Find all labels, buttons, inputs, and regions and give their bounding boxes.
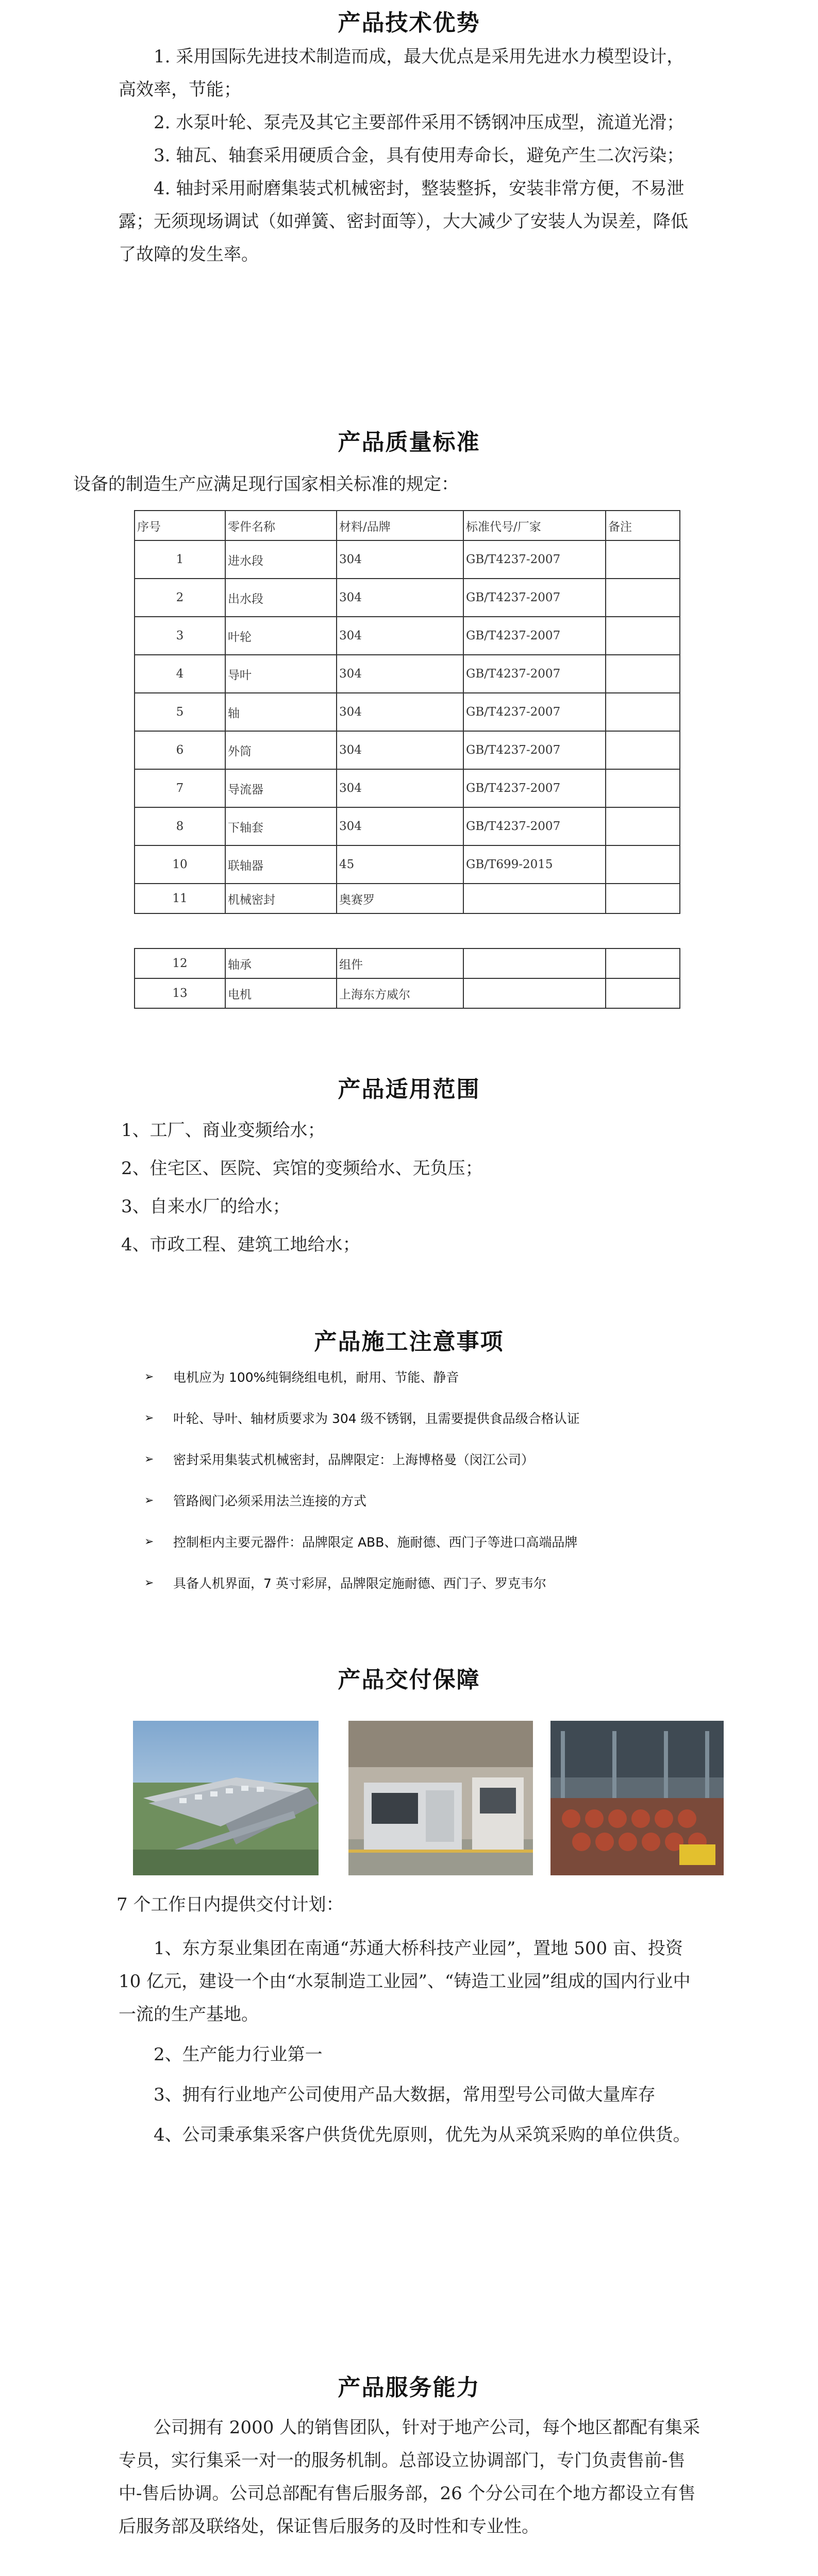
table-cell: 轴 — [225, 693, 337, 731]
arrow-bullet-icon: ➢ — [144, 1535, 154, 1548]
table-cell: 304 — [337, 693, 463, 731]
note-text: 控制柜内主要元器件：品牌限定 ABB、施耐德、西门子等进口高端品牌 — [173, 1535, 578, 1550]
table-cell: 轴承 — [225, 948, 337, 978]
delivery-item: 3、拥有行业地产公司使用产品大数据，常用型号公司做大量库存 — [154, 2084, 656, 2105]
table-cell: 13 — [135, 978, 225, 1008]
table-cell: 11 — [135, 884, 225, 913]
table-cell — [606, 693, 680, 731]
table-cell: 304 — [337, 807, 463, 845]
scope-item: 2、住宅区、医院、宾馆的变频给水、无负压； — [121, 1158, 483, 1179]
header-cell: 序号 — [135, 511, 225, 540]
header-cell: 备注 — [606, 511, 680, 540]
table-cell — [606, 845, 680, 884]
table-cell: 304 — [337, 579, 463, 617]
arrow-bullet-icon: ➢ — [144, 1411, 154, 1425]
table-cell: 304 — [337, 655, 463, 693]
tech-item: 3. 轴瓦、轴套采用硬质合金，具有使用寿命长，避免产生二次污染； — [154, 145, 685, 166]
note-item — [144, 1562, 711, 1603]
service-paragraph: 公司拥有 2000 人的销售团队，针对于地产公司，每个地区都配有集采专员，实行集采一对一的服务机制。总部设立协调部门，专门负责售前-售中-售后协调。公司总部配有售后服务部，26 个分公司在个地方都设立有售后服务部及联络处，保证售后服务的及时性和专业性。 — [119, 2417, 700, 2537]
table-row — [135, 948, 680, 978]
scope-item: 1、工厂、商业变频给水； — [121, 1120, 325, 1141]
tech-item: 2. 水泵叶轮、泵壳及其它主要部件采用不锈钢冲压成型，流道光滑； — [154, 112, 685, 133]
table-cell: 12 — [135, 948, 225, 978]
table-cell: 7 — [135, 769, 225, 807]
arrow-bullet-icon: ➢ — [144, 1576, 154, 1589]
header-cell: 材料/品牌 — [337, 511, 463, 540]
factory-aerial-photo — [133, 1721, 319, 1875]
table-cell: 10 — [135, 845, 225, 884]
table-cell: 导流器 — [225, 769, 337, 807]
arrow-bullet-icon: ➢ — [144, 1494, 154, 1507]
table-row — [135, 978, 680, 1008]
note-text: 电机应为 100%纯铜绕组电机，耐用、节能、静音 — [173, 1370, 459, 1385]
notes-list — [144, 1356, 711, 1603]
table-cell: 电机 — [225, 978, 337, 1008]
table-row — [135, 769, 680, 807]
note-item — [144, 1438, 711, 1480]
table-cell — [606, 884, 680, 913]
table-cell: 2 — [135, 579, 225, 617]
table-row — [135, 579, 680, 617]
scope-title: 产品适用范围 — [338, 1076, 480, 1103]
table-header-row — [135, 511, 680, 540]
table-cell: 下轴套 — [225, 807, 337, 845]
table-cell: 出水段 — [225, 579, 337, 617]
service-text — [119, 2411, 701, 2543]
table-row — [135, 807, 680, 845]
table-cell: 联轴器 — [225, 845, 337, 884]
table-cell: 304 — [337, 540, 463, 579]
table-cell: 进水段 — [225, 540, 337, 579]
table-cell: GB/T699-2015 — [463, 845, 606, 884]
delivery-item: 1、东方泵业集团在南通“苏通大桥科技产业园”，置地 500 亩、投资 10 亿元，建设一个由“水泵制造工业园”、“铸造工业园”组成的国内行业中一流的生产基地。 — [119, 1938, 691, 2025]
table-cell — [606, 731, 680, 769]
note-text: 密封采用集装式机械密封，品牌限定：上海博格曼（闵江公司） — [173, 1452, 535, 1467]
table-cell: GB/T4237-2007 — [463, 579, 606, 617]
table-cell — [463, 948, 606, 978]
delivery-item: 2、生产能力行业第一 — [154, 2044, 323, 2065]
note-text: 叶轮、导叶、轴材质要求为 304 级不锈钢，且需要提供食品级合格认证 — [173, 1411, 580, 1426]
table-cell — [606, 540, 680, 579]
spec-table-continued — [134, 948, 680, 1009]
table-cell — [463, 978, 606, 1008]
note-item — [144, 1521, 711, 1562]
arrow-bullet-icon: ➢ — [144, 1452, 154, 1466]
table-cell — [606, 617, 680, 655]
delivery-title: 产品交付保障 — [338, 1667, 480, 1693]
table-cell — [606, 807, 680, 845]
tech-item: 4. 轴封采用耐磨集装式机械密封，整装整拆，安装非常方便，不易泄露；无须现场调试（如弹簧、密封面等），大大减少了安装人为误差，降低了故障的发生率。 — [119, 178, 688, 265]
arrow-bullet-icon: ➢ — [144, 1370, 154, 1383]
table-cell — [606, 579, 680, 617]
scope-item: 4、市政工程、建筑工地给水； — [121, 1234, 360, 1255]
table-row — [135, 693, 680, 731]
delivery-item: 4、公司秉承集采客户供货优先原则，优先为从采筑采购的单位供货。 — [154, 2125, 691, 2145]
table-cell: 机械密封 — [225, 884, 337, 913]
tech-title: 产品技术优势 — [338, 10, 480, 36]
table-cell: 304 — [337, 769, 463, 807]
scope-list — [121, 1114, 704, 1261]
table-cell: 304 — [337, 731, 463, 769]
notes-title: 产品施工注意事项 — [314, 1329, 504, 1355]
tech-list — [119, 40, 701, 271]
table-cell: 8 — [135, 807, 225, 845]
table-cell: 叶轮 — [225, 617, 337, 655]
table-row — [135, 731, 680, 769]
table-cell: 5 — [135, 693, 225, 731]
header-cell: 零件名称 — [225, 511, 337, 540]
note-text: 具备人机界面，7 英寸彩屏，品牌限定施耐德、西门子、罗克韦尔 — [173, 1576, 546, 1591]
delivery-list — [119, 1932, 701, 2151]
note-item — [144, 1356, 711, 1397]
table-row — [135, 617, 680, 655]
table-cell: 组件 — [337, 948, 463, 978]
header-cell: 标准代号/厂家 — [463, 511, 606, 540]
table-cell: GB/T4237-2007 — [463, 807, 606, 845]
table-cell — [606, 978, 680, 1008]
service-title: 产品服务能力 — [338, 2375, 480, 2401]
note-item — [144, 1397, 711, 1438]
quality-intro: 设备的制造生产应满足现行国家相关标准的规定： — [73, 474, 459, 495]
table-cell: GB/T4237-2007 — [463, 693, 606, 731]
quality-title: 产品质量标准 — [338, 429, 480, 455]
table-cell: 3 — [135, 617, 225, 655]
table-row — [135, 845, 680, 884]
table-cell: GB/T4237-2007 — [463, 769, 606, 807]
delivery-intro: 7 个工作日内提供交付计划： — [116, 1894, 344, 1915]
table-cell: 304 — [337, 617, 463, 655]
note-item — [144, 1480, 711, 1521]
table-cell: GB/T4237-2007 — [463, 617, 606, 655]
table-row — [135, 540, 680, 579]
table-cell: GB/T4237-2007 — [463, 540, 606, 579]
scope-item: 3、自来水厂的给水； — [121, 1196, 290, 1217]
table-row — [135, 655, 680, 693]
table-cell — [463, 884, 606, 913]
table-cell: 4 — [135, 655, 225, 693]
table-cell — [606, 948, 680, 978]
table-cell: 45 — [337, 845, 463, 884]
table-row — [135, 884, 680, 913]
table-cell: GB/T4237-2007 — [463, 731, 606, 769]
pump-parts-warehouse-photo — [550, 1721, 724, 1875]
spec-table — [134, 510, 680, 914]
machining-workshop-photo — [348, 1721, 533, 1875]
table-cell: 导叶 — [225, 655, 337, 693]
table-cell — [606, 769, 680, 807]
table-cell: 上海东方威尔 — [337, 978, 463, 1008]
table-cell: 奥赛罗 — [337, 884, 463, 913]
table-cell: GB/T4237-2007 — [463, 655, 606, 693]
table-cell: 1 — [135, 540, 225, 579]
note-text: 管路阀门必须采用法兰连接的方式 — [173, 1494, 367, 1509]
table-cell — [606, 655, 680, 693]
table-cell: 外筒 — [225, 731, 337, 769]
tech-item: 1. 采用国际先进技术制造而成，最大优点是采用先进水力模型设计，高效率，节能； — [119, 46, 685, 100]
table-cell: 6 — [135, 731, 225, 769]
